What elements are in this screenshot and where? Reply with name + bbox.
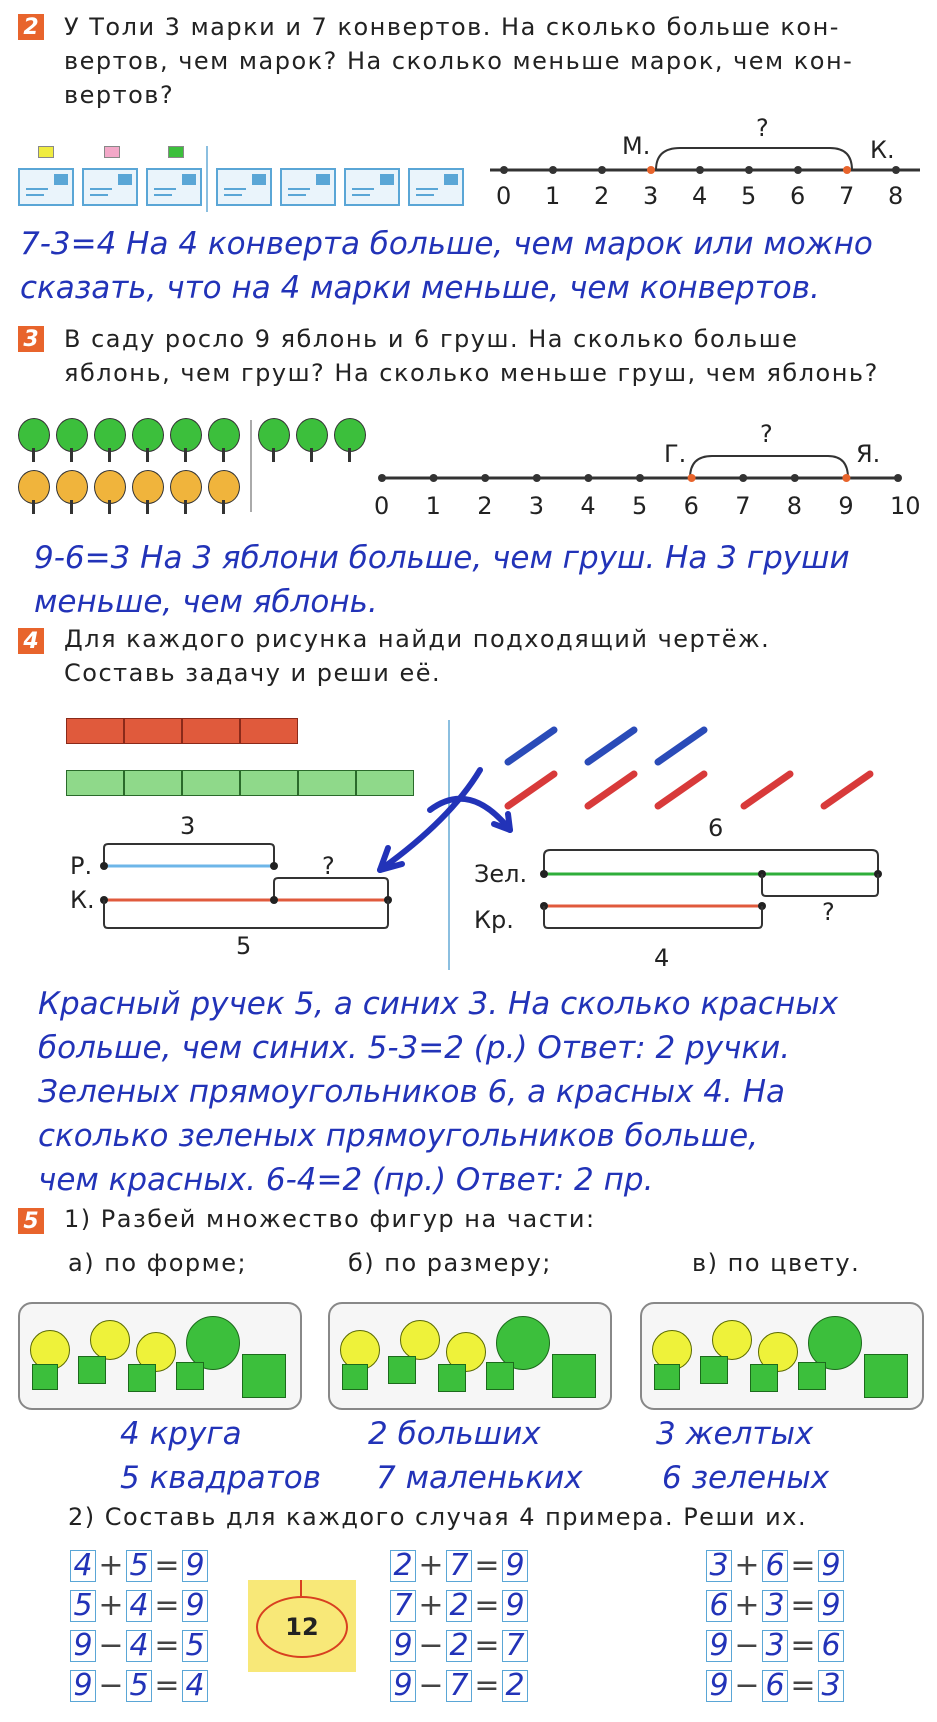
left-k-label: К.: [70, 886, 95, 914]
envelope-line: [288, 188, 310, 190]
envelope-icon: [408, 168, 464, 206]
task2-line: вертов?: [64, 81, 175, 109]
answer-a1: 4 круга: [120, 1416, 242, 1452]
tree-crown: [94, 470, 126, 504]
envelope-stamp: [54, 174, 68, 185]
tree-crown: [56, 470, 88, 504]
tick-dot: [549, 166, 557, 174]
tree-trunk: [108, 500, 111, 514]
tick-dot: [378, 474, 386, 482]
tick-label: 5: [632, 492, 648, 520]
red-rect: [66, 718, 124, 744]
apple-tree-icon: [132, 418, 162, 464]
answer-b1: 2 больших: [368, 1416, 541, 1452]
number-box: 9: [706, 1670, 732, 1702]
envelope-line: [416, 188, 438, 190]
tick-label: 6: [683, 492, 699, 520]
envelope-line: [154, 188, 176, 190]
equation-row: [706, 1668, 844, 1703]
number-line-task3: [370, 430, 910, 500]
equals-sign: =: [154, 1588, 180, 1623]
blue-pen-icon: [658, 730, 704, 762]
tree-trunk: [146, 448, 149, 462]
page-number: 12: [256, 1596, 348, 1658]
number-box: 2: [390, 1550, 416, 1582]
green-square: [342, 1364, 368, 1390]
divider: [250, 420, 252, 512]
red-rect: [182, 718, 240, 744]
number-box: 9: [390, 1670, 416, 1702]
point-ya-label: Я.: [856, 440, 881, 468]
left-question: ?: [322, 852, 335, 880]
task3-line: яблонь, чем груш? На сколько меньше груш, чем яблонь?: [64, 359, 879, 387]
envelope-stamp: [182, 174, 196, 185]
tree-crown: [170, 418, 202, 452]
number-box: 5: [126, 1550, 152, 1582]
equals-sign: =: [154, 1548, 180, 1583]
apple-tree-icon: [296, 418, 326, 464]
tree-trunk: [32, 448, 35, 462]
green-rect: [298, 770, 356, 796]
point-k-label: К.: [870, 136, 895, 164]
equation-row: [70, 1548, 208, 1583]
tick-dot: [791, 474, 799, 482]
equation-row: [706, 1628, 844, 1663]
number-box: 6: [762, 1550, 788, 1582]
task3-line: В саду росло 9 яблонь и 6 груш. На сколько больше: [64, 325, 799, 353]
tick-dot: [739, 474, 747, 482]
tick-label: 5: [741, 182, 757, 210]
number-box: 9: [706, 1630, 732, 1662]
right-zel-label: Зел.: [474, 860, 528, 888]
number-box: 9: [390, 1630, 416, 1662]
task2-text: [64, 10, 924, 112]
envelope-stamp: [252, 174, 266, 185]
green-rect: [240, 770, 298, 796]
tick-dot: [842, 474, 850, 482]
tick-label: 1: [545, 182, 561, 210]
tick-label: 1: [425, 492, 441, 520]
tick-label: 4: [692, 182, 708, 210]
envelope-icon: [280, 168, 336, 206]
envelope-stamp: [380, 174, 394, 185]
result-box: 9: [818, 1590, 844, 1622]
green-square: [176, 1362, 204, 1390]
green-rect: [124, 770, 182, 796]
number-box: 5: [70, 1590, 96, 1622]
green-square-large: [242, 1354, 286, 1398]
operator: +: [418, 1548, 444, 1583]
green-square: [700, 1356, 728, 1384]
red-rectangles: [66, 718, 298, 744]
green-square: [486, 1362, 514, 1390]
equation-row: [70, 1628, 208, 1663]
apple-tree-icon: [170, 418, 200, 464]
tick-label: 2: [477, 492, 493, 520]
number-box: 3: [762, 1590, 788, 1622]
red-pen-icon: [658, 774, 704, 806]
tree-trunk: [348, 448, 351, 462]
right-bottom-label: 4: [654, 944, 670, 972]
apple-tree-icon: [258, 418, 288, 464]
tree-crown: [132, 470, 164, 504]
number-box: 6: [706, 1590, 732, 1622]
tree-crown: [258, 418, 290, 452]
envelope-icon: [344, 168, 400, 206]
option-b: б) по размеру;: [348, 1249, 552, 1277]
stamp-green: [168, 146, 184, 158]
operator: +: [734, 1548, 760, 1583]
green-square: [78, 1356, 106, 1384]
tick-label: 4: [580, 492, 596, 520]
tick-dot: [430, 474, 438, 482]
operator: +: [418, 1588, 444, 1623]
equals-sign: =: [474, 1548, 500, 1583]
task4-line: Для каждого рисунка найди подходящий чертёж.: [64, 625, 771, 653]
equals-sign: =: [790, 1668, 816, 1703]
result-box: 9: [182, 1590, 208, 1622]
shapes-set: [18, 1302, 302, 1410]
tree-crown: [94, 418, 126, 452]
result-box: 4: [182, 1670, 208, 1702]
tree-trunk: [32, 500, 35, 514]
tick-label: 8: [786, 492, 803, 520]
operator: −: [418, 1628, 444, 1663]
left-bottom-label: 5: [236, 932, 252, 960]
number-box: 9: [70, 1670, 96, 1702]
number-box: 3: [762, 1630, 788, 1662]
tree-trunk: [70, 448, 73, 462]
envelope-stamp: [316, 174, 330, 185]
answer-line: Красный ручек 5, а синих 3. На сколько красных: [38, 986, 839, 1022]
tick-dot: [688, 474, 696, 482]
operator: −: [418, 1668, 444, 1703]
green-square: [798, 1362, 826, 1390]
operator: −: [734, 1628, 760, 1663]
number-box: 4: [126, 1630, 152, 1662]
tick-dot: [843, 166, 851, 174]
tick-label: 7: [839, 182, 855, 210]
answer-line: больше, чем синих. 5-3=2 (р.) Ответ: 2 ручки.: [38, 1030, 791, 1066]
envelope-line: [416, 194, 434, 196]
envelope-stamp: [118, 174, 132, 185]
task2-line: вертов, чем марок? На сколько меньше марок, чем кон-: [64, 47, 854, 75]
operator: −: [98, 1628, 124, 1663]
envelope-line: [90, 188, 112, 190]
red-rect: [124, 718, 182, 744]
envelope-line: [224, 188, 246, 190]
tick-label: 10: [890, 492, 921, 520]
task-number-4: 4: [18, 628, 44, 654]
tick-label: 0: [496, 182, 512, 210]
operator: −: [98, 1668, 124, 1703]
tick-dot: [533, 474, 541, 482]
yellow-circle: [400, 1320, 440, 1360]
result-box: 2: [502, 1670, 528, 1702]
envelope-icon: [146, 168, 202, 206]
tree-trunk: [184, 500, 187, 514]
red-pen-icon: [744, 774, 790, 806]
operator: +: [98, 1588, 124, 1623]
operator: −: [734, 1668, 760, 1703]
equation-row: [706, 1588, 844, 1623]
green-square-large: [864, 1354, 908, 1398]
task3-text: [64, 322, 924, 390]
envelope-line: [352, 194, 370, 196]
result-box: 6: [818, 1630, 844, 1662]
stamp-yellow: [38, 146, 54, 158]
stamp-pink: [104, 146, 120, 158]
tree-trunk: [70, 500, 73, 514]
blue-pen-icon: [588, 730, 634, 762]
question-mark: ?: [756, 114, 769, 142]
task-number-3: 3: [18, 326, 44, 352]
blue-pen-icon: [508, 730, 554, 762]
equals-sign: =: [790, 1628, 816, 1663]
shapes-set: [640, 1302, 924, 1410]
number-box: 5: [126, 1670, 152, 1702]
tree-crown: [334, 418, 366, 452]
tick-dot: [696, 166, 704, 174]
envelope-line: [154, 194, 172, 196]
tree-trunk: [222, 448, 225, 462]
equals-sign: =: [474, 1628, 500, 1663]
tree-crown: [208, 418, 240, 452]
answer-line: 9-6=3 На 3 яблони больше, чем груш. На 3 груши: [34, 540, 850, 576]
apple-tree-icon: [94, 418, 124, 464]
tick-dot: [892, 166, 900, 174]
envelope-stamp: [444, 174, 458, 185]
task3-answer: [34, 536, 850, 624]
tick-dot: [894, 474, 902, 482]
pear-tree-icon: [132, 470, 162, 516]
number-box: 7: [446, 1670, 472, 1702]
yellow-circle: [90, 1320, 130, 1360]
number-box: 7: [390, 1590, 416, 1622]
right-question: ?: [822, 898, 835, 926]
envelope-line: [26, 188, 48, 190]
tick-label: 0: [374, 492, 390, 520]
envelope-line: [26, 194, 44, 196]
answer-a2: 5 квадратов: [120, 1460, 321, 1496]
tick-dot: [598, 166, 606, 174]
result-box: 9: [182, 1550, 208, 1582]
tick-dot: [794, 166, 802, 174]
envelope-icon: [18, 168, 74, 206]
left-p-label: Р.: [70, 852, 93, 880]
tick-label: 3: [643, 182, 659, 210]
pear-tree-icon: [94, 470, 124, 516]
page-number-tag: [248, 1580, 356, 1672]
green-square: [128, 1364, 156, 1392]
number-box: 4: [70, 1550, 96, 1582]
green-rect: [66, 770, 124, 796]
yellow-circle: [712, 1320, 752, 1360]
number-box: 4: [126, 1590, 152, 1622]
tree-trunk: [108, 448, 111, 462]
answer-b2: 7 маленьких: [376, 1460, 583, 1496]
result-box: 9: [502, 1590, 528, 1622]
number-box: 6: [762, 1670, 788, 1702]
tree-crown: [170, 470, 202, 504]
option-a: а) по форме;: [68, 1249, 248, 1277]
equation-row: [70, 1668, 208, 1703]
tree-crown: [18, 418, 50, 452]
task2-line: У Толи 3 марки и 7 конвертов. На сколько больше кон-: [64, 13, 840, 41]
task-number-2: 2: [18, 14, 44, 40]
tree-trunk: [310, 448, 313, 462]
number-box: 2: [446, 1590, 472, 1622]
tree-trunk: [222, 500, 225, 514]
tree-crown: [18, 470, 50, 504]
task4-answer: [38, 982, 838, 1202]
number-box: 7: [446, 1550, 472, 1582]
green-square: [438, 1364, 466, 1392]
equation-row: [706, 1548, 844, 1583]
tick-label: 6: [790, 182, 806, 210]
green-square: [388, 1356, 416, 1384]
tree-crown: [132, 418, 164, 452]
envelope-line: [224, 194, 242, 196]
tick-label: 2: [594, 182, 610, 210]
green-square-large: [552, 1354, 596, 1398]
tick-dot: [647, 166, 655, 174]
answer-line: меньше, чем яблонь.: [34, 584, 378, 620]
task2-answer: [20, 222, 873, 310]
answer-line: сказать, что на 4 марки меньше, чем конвертов.: [20, 270, 820, 306]
envelope-line: [90, 194, 108, 196]
segment-diagram-right: [470, 820, 890, 950]
apple-tree-icon: [334, 418, 364, 464]
apple-tree-icon: [56, 418, 86, 464]
tick-dot: [636, 474, 644, 482]
task5-line1: 1) Разбей множество фигур на части:: [64, 1205, 596, 1233]
pear-tree-icon: [170, 470, 200, 516]
answer-c2: 6 зеленых: [662, 1460, 830, 1496]
tick-dot: [584, 474, 592, 482]
envelope-line: [352, 188, 374, 190]
equals-sign: =: [790, 1548, 816, 1583]
tree-trunk: [272, 448, 275, 462]
result-box: 3: [818, 1670, 844, 1702]
tick-label: 7: [735, 492, 751, 520]
result-box: 5: [182, 1630, 208, 1662]
envelope-icon: [82, 168, 138, 206]
green-square: [32, 1364, 58, 1390]
answer-line: Зеленых прямоугольников 6, а красных 4. На: [38, 1074, 786, 1110]
equation-row: [390, 1548, 528, 1583]
equation-row: [390, 1628, 528, 1663]
tick-label: 9: [838, 492, 854, 520]
tree-crown: [296, 418, 328, 452]
left-top-label: 3: [180, 812, 196, 840]
point-m-label: М.: [622, 132, 651, 160]
right-top-label: 6: [708, 814, 724, 842]
task4-text: [64, 622, 924, 690]
divider: [206, 146, 208, 212]
answer-c1: 3 желтых: [656, 1416, 814, 1452]
task5-line2: 2) Составь для каждого случая 4 примера. Реши их.: [68, 1503, 808, 1531]
operator: +: [98, 1548, 124, 1583]
tick-dot: [500, 166, 508, 174]
operator: +: [734, 1588, 760, 1623]
equals-sign: =: [474, 1588, 500, 1623]
red-pen-icon: [588, 774, 634, 806]
result-box: 9: [818, 1550, 844, 1582]
tick-dot: [745, 166, 753, 174]
pear-tree-icon: [56, 470, 86, 516]
result-box: 7: [502, 1630, 528, 1662]
tree-crown: [56, 418, 88, 452]
option-c: в) по цвету.: [692, 1249, 861, 1277]
apple-tree-icon: [18, 418, 48, 464]
green-rect: [182, 770, 240, 796]
right-kr-label: Кр.: [474, 906, 514, 934]
tree-trunk: [184, 448, 187, 462]
envelope-icon: [216, 168, 272, 206]
equals-sign: =: [790, 1588, 816, 1623]
answer-line: чем красных. 6-4=2 (пр.) Ответ: 2 пр.: [38, 1162, 654, 1198]
number-box: 3: [706, 1550, 732, 1582]
number-box: 2: [446, 1630, 472, 1662]
tick-label: 3: [528, 492, 545, 520]
task4-line: Составь задачу и реши её.: [64, 659, 442, 687]
tick-dot: [481, 474, 489, 482]
equation-row: [390, 1668, 528, 1703]
equals-sign: =: [154, 1668, 180, 1703]
question-mark: ?: [760, 420, 773, 448]
pear-tree-icon: [208, 470, 238, 516]
equation-row: [390, 1588, 528, 1623]
shapes-set: [328, 1302, 612, 1410]
tick-label: 8: [888, 182, 904, 210]
equals-sign: =: [474, 1668, 500, 1703]
number-box: 9: [70, 1630, 96, 1662]
task-number-5: 5: [18, 1208, 44, 1234]
red-rect: [240, 718, 298, 744]
pear-tree-icon: [18, 470, 48, 516]
equation-row: [70, 1588, 208, 1623]
equals-sign: =: [154, 1628, 180, 1663]
tree-crown: [208, 470, 240, 504]
answer-line: 7-3=4 На 4 конверта больше, чем марок или можно: [20, 226, 873, 262]
tree-trunk: [146, 500, 149, 514]
segment-diagram-left: [60, 820, 400, 950]
red-pen-icon: [824, 774, 870, 806]
apple-tree-icon: [208, 418, 238, 464]
envelope-line: [288, 194, 306, 196]
green-square: [654, 1364, 680, 1390]
green-square: [750, 1364, 778, 1392]
point-g-label: Г.: [664, 440, 687, 468]
result-box: 9: [502, 1550, 528, 1582]
answer-line: сколько зеленых прямоугольников больше,: [38, 1118, 759, 1154]
